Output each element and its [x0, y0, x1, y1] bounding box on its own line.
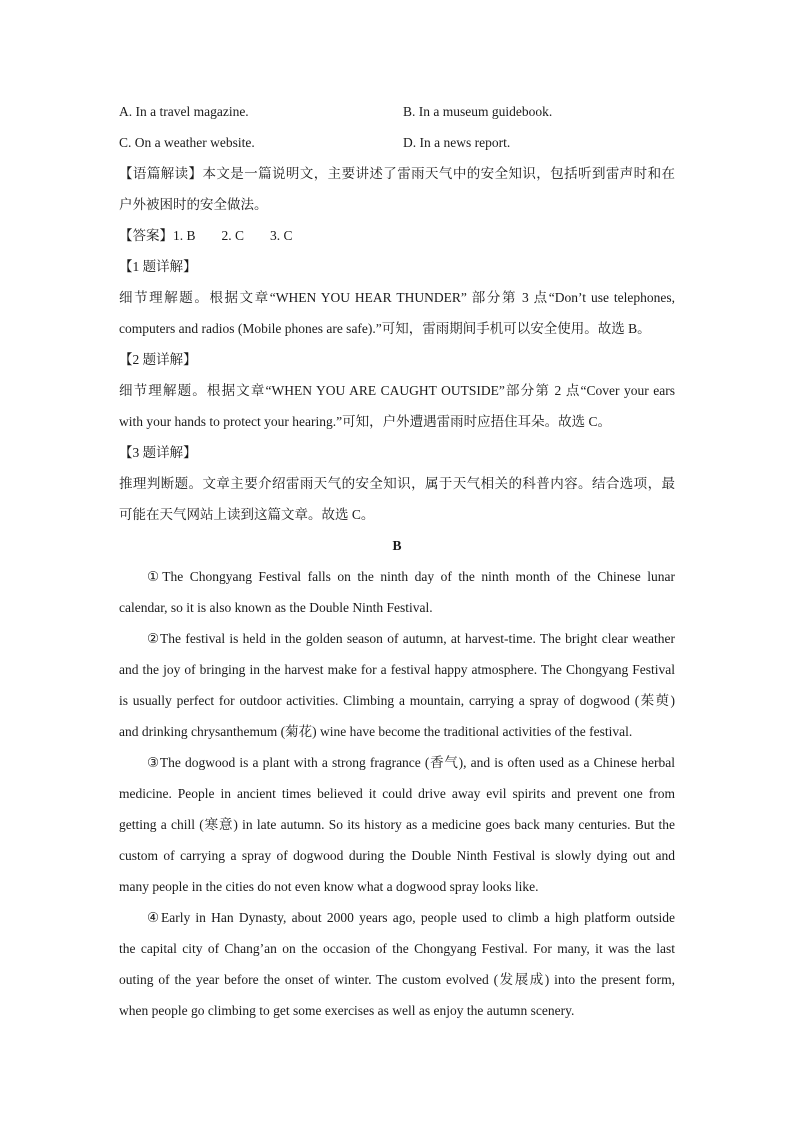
paragraph-line: many people in the cities do not even know what a dogwood spray looks like. [119, 879, 539, 894]
q1-line: 细节理解题。根据文章“WHEN YOU HEAR THUNDER” 部分第 3 点“Don’t use telephones, [119, 290, 675, 305]
paragraph-line: medicine. People in ancient times believed it could drive away evil spirits and prevent one from [119, 786, 675, 801]
q2-line: with your hands to protect your hearing.”可知，户外遭遇雷雨时应捂住耳朵。故选 C。 [119, 414, 611, 429]
option-row-ab [119, 96, 675, 127]
paragraph-line: is usually perfect for outdoor activities. Climbing a mountain, carrying a spray of dogwood (茱萸) [119, 693, 675, 708]
document-page [119, 96, 675, 1026]
paragraph-line: ④Early in Han Dynasty, about 2000 years ago, people used to climb a high platform outside [147, 910, 675, 925]
answer-item: 1. B [173, 228, 196, 243]
paragraph-line: ③The dogwood is a plant with a strong fragrance (香气), and is often used as a Chinese herbal [147, 755, 675, 770]
paragraph-line: ①The Chongyang Festival falls on the ninth day of the ninth month of the Chinese lunar [147, 569, 675, 584]
option-row-cd [119, 127, 675, 158]
answer-item: 2. C [221, 228, 245, 243]
answer-label: 【答案】 [119, 228, 173, 243]
option-a[interactable]: A. In a travel magazine. [119, 104, 249, 119]
paragraph-line: when people go climbing to get some exercises as well as enjoy the autumn scenery. [119, 1003, 575, 1018]
answer-item: 3. C [270, 228, 293, 243]
paragraph-line: calendar, so it is also known as the Double Ninth Festival. [119, 600, 433, 615]
paragraph-line: getting a chill (寒意) in late autumn. So its history as a medicine goes back many centuries. But the [119, 817, 675, 832]
option-d[interactable]: D. In a news report. [403, 135, 511, 150]
paragraph-3 [119, 747, 675, 902]
option-c[interactable]: C. On a weather website. [119, 135, 255, 150]
paragraph-1 [119, 561, 675, 623]
q2-title: 【2 题详解】 [119, 352, 197, 367]
q1-line: computers and radios (Mobile phones are safe).”可知，雷雨期间手机可以安全使用。故选 B。 [119, 321, 651, 336]
q3-line: 推理判断题。文章主要介绍雷雨天气的安全知识，属于天气相关的科普内容。结合选项，最 [119, 476, 675, 491]
analysis-line: 户外被困时的安全做法。 [119, 197, 268, 212]
q3-title: 【3 题详解】 [119, 445, 197, 460]
paragraph-4 [119, 902, 675, 1026]
section-b-heading: B [392, 538, 402, 553]
paragraph-line: and drinking chrysanthemum (菊花) wine have become the traditional activities of the festival. [119, 724, 633, 739]
paragraph-line: the capital city of Chang’an on the occasion of the Chongyang Festival. For many, it was the last [119, 941, 675, 956]
paragraph-line: custom of carrying a spray of dogwood during the Double Ninth Festival is slowly dying out and [119, 848, 675, 863]
paragraph-line: ②The festival is held in the golden season of autumn, at harvest-time. The bright clear weather [147, 631, 675, 646]
paragraph-line: outing of the year before the onset of winter. The custom evolved (发展成) into the present form, [119, 972, 675, 987]
q3-line: 可能在天气网站上读到这篇文章。故选 C。 [119, 507, 375, 522]
paragraph-line: and the joy of bringing in the harvest make for a festival happy atmosphere. The Chongyang Festival [119, 662, 675, 677]
q1-title: 【1 题详解】 [119, 259, 197, 274]
q2-line: 细节理解题。根据文章“WHEN YOU ARE CAUGHT OUTSIDE”部分第 2 点“Cover your ears [119, 383, 675, 398]
paragraph-2 [119, 623, 675, 747]
answer-line [119, 220, 675, 251]
analysis-line: 【语篇解读】本文是一篇说明文，主要讲述了雷雨天气中的安全知识，包括听到雷声时和在 [119, 166, 675, 181]
option-b[interactable]: B. In a museum guidebook. [403, 104, 553, 119]
